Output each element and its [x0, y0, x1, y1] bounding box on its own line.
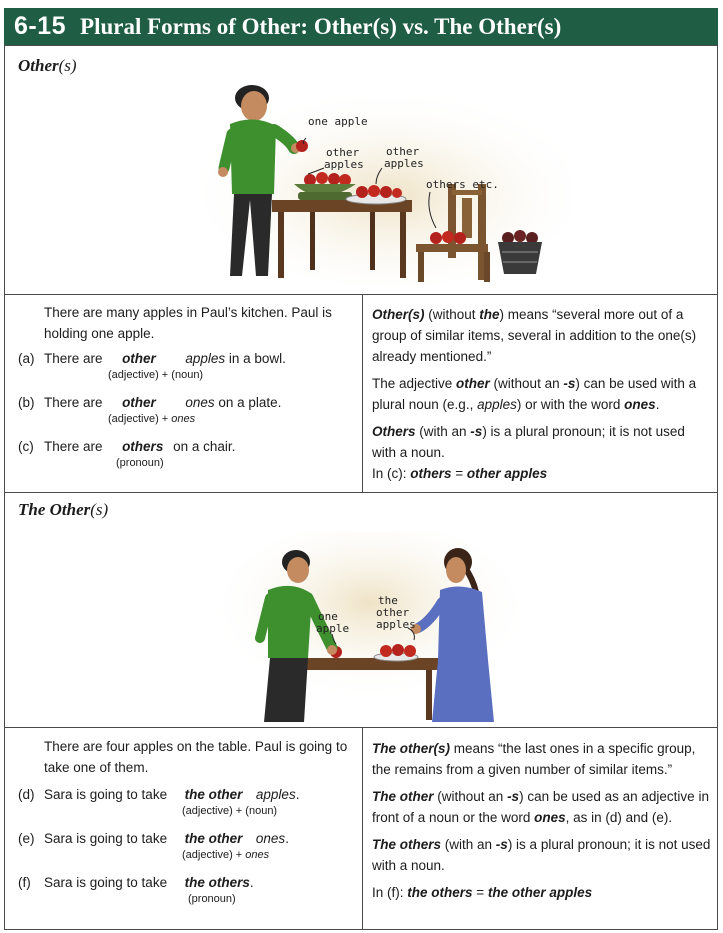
divider-illus1	[4, 294, 718, 295]
example-label: (d)	[18, 787, 35, 802]
table-illustration	[220, 532, 520, 722]
note-1: Other(s) (without the) means “several more out of a group of similar items, several in addition to the one(s) already mentioned.”	[372, 307, 697, 364]
chart-title: Plural Forms of Other: Other(s) vs. The Other(s)	[80, 13, 562, 39]
example-label: (a)	[18, 351, 35, 366]
svg-text:the: the	[378, 594, 398, 607]
example-e: (e) Sara is going to take the other ones. (adjective) + ones	[18, 828, 358, 862]
svg-text:others etc.: others etc.	[426, 178, 499, 191]
basket-of-apples	[498, 230, 542, 274]
svg-text:other: other	[376, 606, 410, 619]
section2-examples	[18, 736, 358, 906]
example-c: (c) There are others on a chair. (pronoun)	[18, 436, 358, 470]
note-3: Others (with an -s) is a plural pronoun; it is not used with a noun.	[372, 424, 685, 460]
example-b: (b) There are other ones on a plate. (adjective) + ones	[18, 392, 358, 426]
example-label: (c)	[18, 439, 34, 454]
kitchen-illustration	[190, 76, 570, 286]
svg-text:apples: apples	[384, 157, 424, 170]
note-4: In (f): the others = the other apples	[372, 885, 593, 900]
svg-text:apple: apple	[316, 622, 350, 635]
svg-text:other: other	[326, 146, 360, 159]
section1-examples	[18, 302, 358, 470]
section2-title: The Other(s)	[18, 500, 109, 519]
divider-section	[4, 492, 718, 493]
column-divider-1	[362, 294, 363, 492]
svg-text:one: one	[318, 610, 338, 623]
svg-text:one apple: one apple	[308, 115, 368, 128]
section1-notes	[372, 304, 712, 484]
svg-text:apples: apples	[376, 618, 416, 631]
note-3: The others (with an -s) is a plural pronoun; it is not used with a noun.	[372, 837, 711, 873]
section2-intro: There are four apples on the table. Paul is going to take one of them.	[44, 739, 348, 775]
note-1: The other(s) means “the last ones in a specific group, the remains from a given number of similar items.”	[372, 741, 696, 777]
example-label: (e)	[18, 831, 35, 846]
svg-text:other: other	[386, 145, 420, 158]
divider-illus2	[4, 727, 718, 728]
section2-notes	[372, 738, 712, 903]
example-f: (f) Sara is going to take the others. (pronoun)	[18, 872, 358, 906]
note-2: The adjective other (without an -s) can be used with a plural noun (e.g., apples) or with the word ones.	[372, 376, 697, 412]
note-2: The other (without an -s) can be used as an adjective in front of a noun or the word ones, as in (d) and (e).	[372, 789, 709, 825]
chart-number: 6-15	[14, 12, 67, 40]
column-divider-2	[362, 727, 363, 930]
chart-header	[4, 8, 718, 45]
section1-intro: There are many apples in Paul’s kitchen. Paul is holding one apple.	[44, 305, 332, 341]
example-label: (f)	[18, 875, 31, 890]
example-label: (b)	[18, 395, 35, 410]
example-a: (a) There are other apples in a bowl. (adjective) + (noun)	[18, 348, 358, 382]
note-4: In (c): others = other apples	[372, 466, 548, 481]
section1-title: Other(s)	[18, 56, 77, 75]
example-d: (d) Sara is going to take the other apples. (adjective) + (noun)	[18, 784, 358, 818]
svg-text:apples: apples	[324, 158, 364, 171]
